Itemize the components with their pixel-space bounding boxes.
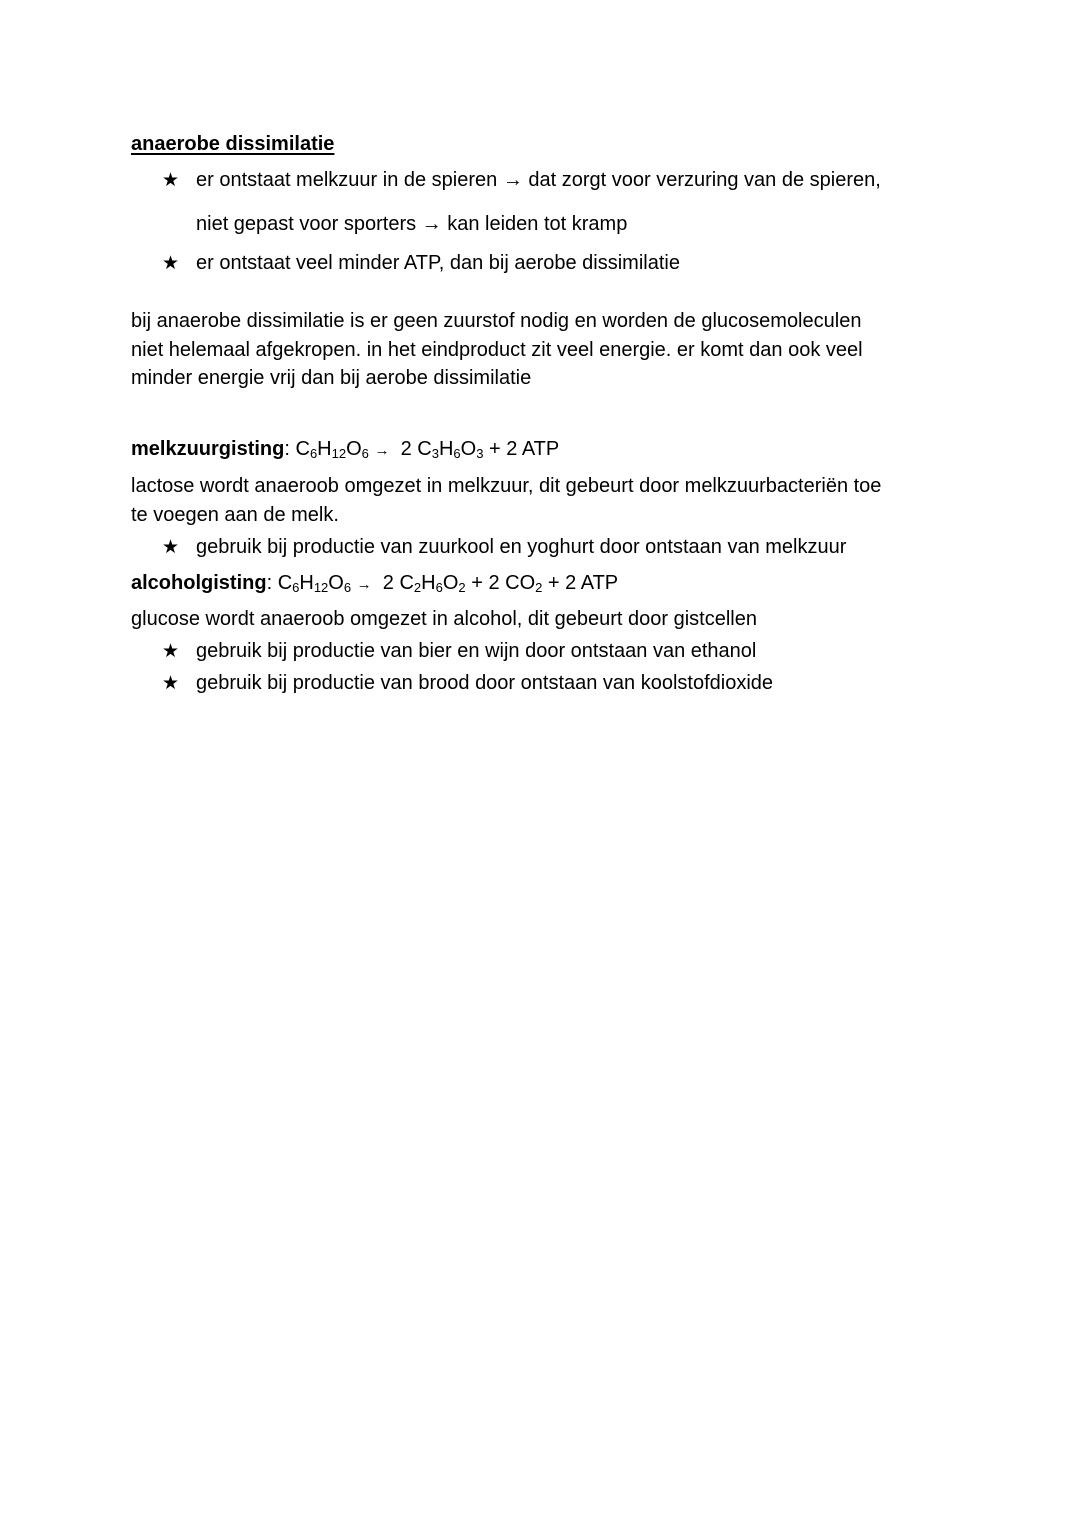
description-line: lactose wordt anaeroob omgezet in melkzuur, dit gebeurt door melkzuurbacteriën toe bbox=[131, 475, 882, 497]
star-icon: ★ bbox=[162, 170, 180, 191]
alcoholgisting-equation: alcoholgisting: $C_6H_{12}O_6 \to 2$ $C_2H_6O_2 + 2$ $CO_2 + 2$ ATP bbox=[131, 572, 619, 595]
bullet-text: gebruik bij productie van bier en wijn door ontstaan van ethanol bbox=[196, 640, 757, 662]
bullet-text: er ontstaat melkzuur in de spieren → dat zorgt voor verzuring van de spieren, bbox=[196, 169, 881, 191]
bullet-text: er ontstaat veel minder ATP, dan bij aerobe dissimilatie bbox=[196, 252, 680, 274]
bullet-text: gebruik bij productie van brood door ontstaan van koolstofdioxide bbox=[196, 672, 774, 694]
arrow-icon: → bbox=[374, 442, 390, 459]
term: alcoholgisting bbox=[131, 572, 267, 594]
melkzuurgisting-equation: melkzuurgisting: $C_6H_{12}O_6 \to 2$ $C_3H_6O_3 + 2$ ATP bbox=[131, 438, 560, 461]
term: melkzuurgisting bbox=[131, 438, 285, 460]
star-icon: ★ bbox=[162, 673, 180, 694]
paragraph-line: bij anaerobe dissimilatie is er geen zuurstof nodig en worden de glucosemoleculen bbox=[131, 310, 862, 332]
star-icon: ★ bbox=[162, 537, 180, 558]
section-title: anaerobe dissimilatie bbox=[131, 133, 335, 155]
description-line: te voegen aan de melk. bbox=[131, 504, 339, 526]
bullet-text: gebruik bij productie van zuurkool en yoghurt door ontstaan van melkzuur bbox=[196, 536, 847, 558]
description-line: glucose wordt anaeroob omgezet in alcohol, dit gebeurt door gistcellen bbox=[131, 608, 757, 630]
paragraph-line: minder energie vrij dan bij aerobe dissimilatie bbox=[131, 367, 532, 389]
star-icon: ★ bbox=[162, 253, 180, 274]
star-icon: ★ bbox=[162, 641, 180, 662]
bullet-text-continued: niet gepast voor sporters → kan leiden tot kramp bbox=[196, 213, 628, 235]
arrow-icon: → bbox=[356, 576, 372, 593]
paragraph-line: niet helemaal afgekropen. in het eindproduct zit veel energie. er komt dan ook veel bbox=[131, 339, 863, 361]
